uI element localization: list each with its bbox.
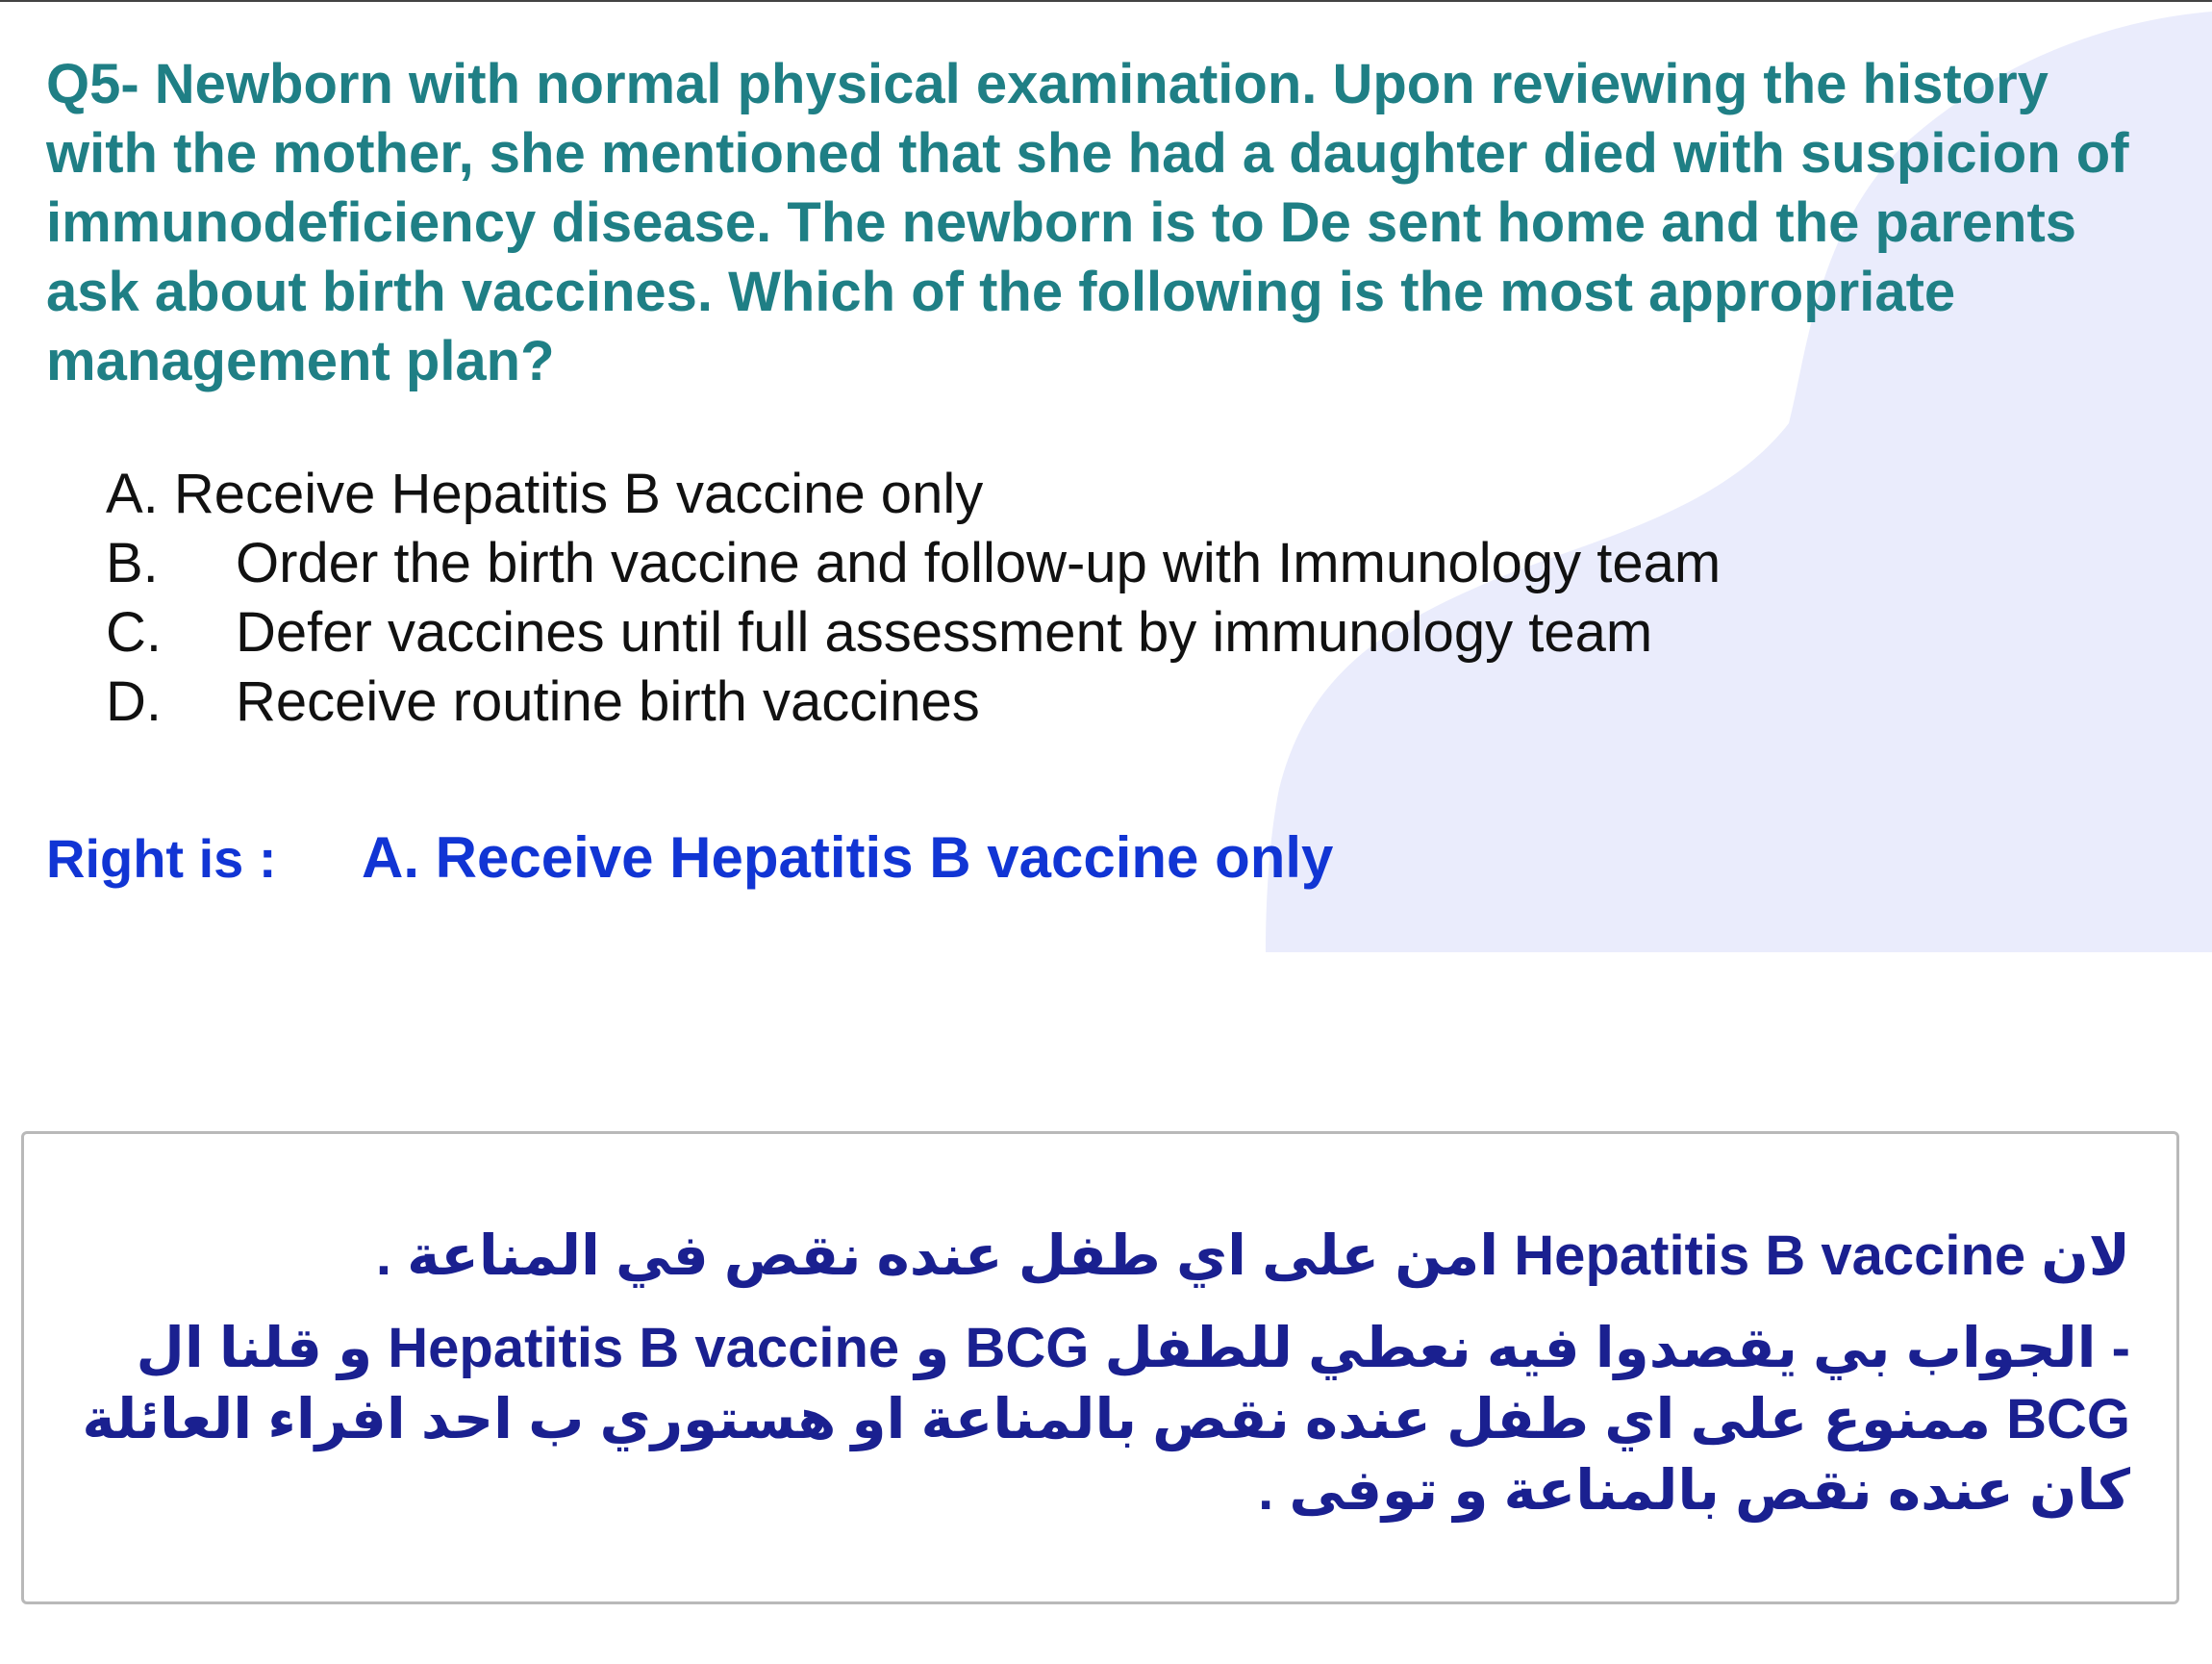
option-text: Order the birth vaccine and follow-up with Immunology team bbox=[236, 532, 1722, 594]
option-letter: D. bbox=[106, 670, 162, 733]
option-letter: B. bbox=[106, 532, 159, 594]
option-text: Receive Hepatitis B vaccine only bbox=[173, 463, 984, 525]
question-text: Q5- Newborn with normal physical examination. Upon reviewing the history with the mother, she mentioned that she had a daughter died with suspicion of immunodeficiency disease. The newborn is to De sent home and the parents ask about birth vaccines. Which of the following is the most appropriate management plan? bbox=[46, 53, 2129, 392]
option-a bbox=[106, 460, 1721, 529]
option-b bbox=[106, 529, 1721, 598]
option-c bbox=[106, 598, 1721, 668]
answer-options bbox=[106, 460, 1721, 737]
explanation-line-2: - الجواب بي يقصدوا فيه نعطي للطفل BCG و Hepatitis B vaccine و قلنا ال BCG ممنوع على اي طفل عنده نقص بالمناعة او هستوري ب احد افراء العائلة كان عنده نقص بالمناعة و توفى . bbox=[82, 1317, 2130, 1522]
correct-answer bbox=[46, 823, 1333, 894]
answer-text: A. Receive Hepatitis B vaccine only bbox=[362, 825, 1334, 890]
option-letter: A. bbox=[106, 463, 159, 525]
option-d bbox=[106, 668, 1721, 737]
option-letter: C. bbox=[106, 601, 162, 664]
option-text: Defer vaccines until full assessment by immunology team bbox=[236, 601, 1653, 664]
answer-label: Right is : bbox=[46, 828, 277, 889]
explanation-line-1: لان Hepatitis B vaccine امن على اي طفل عنده نقص في المناعة . bbox=[375, 1224, 2130, 1287]
explanation-box bbox=[21, 1131, 2179, 1604]
option-text: Receive routine birth vaccines bbox=[236, 670, 980, 733]
explanation-text bbox=[72, 1221, 2130, 1548]
